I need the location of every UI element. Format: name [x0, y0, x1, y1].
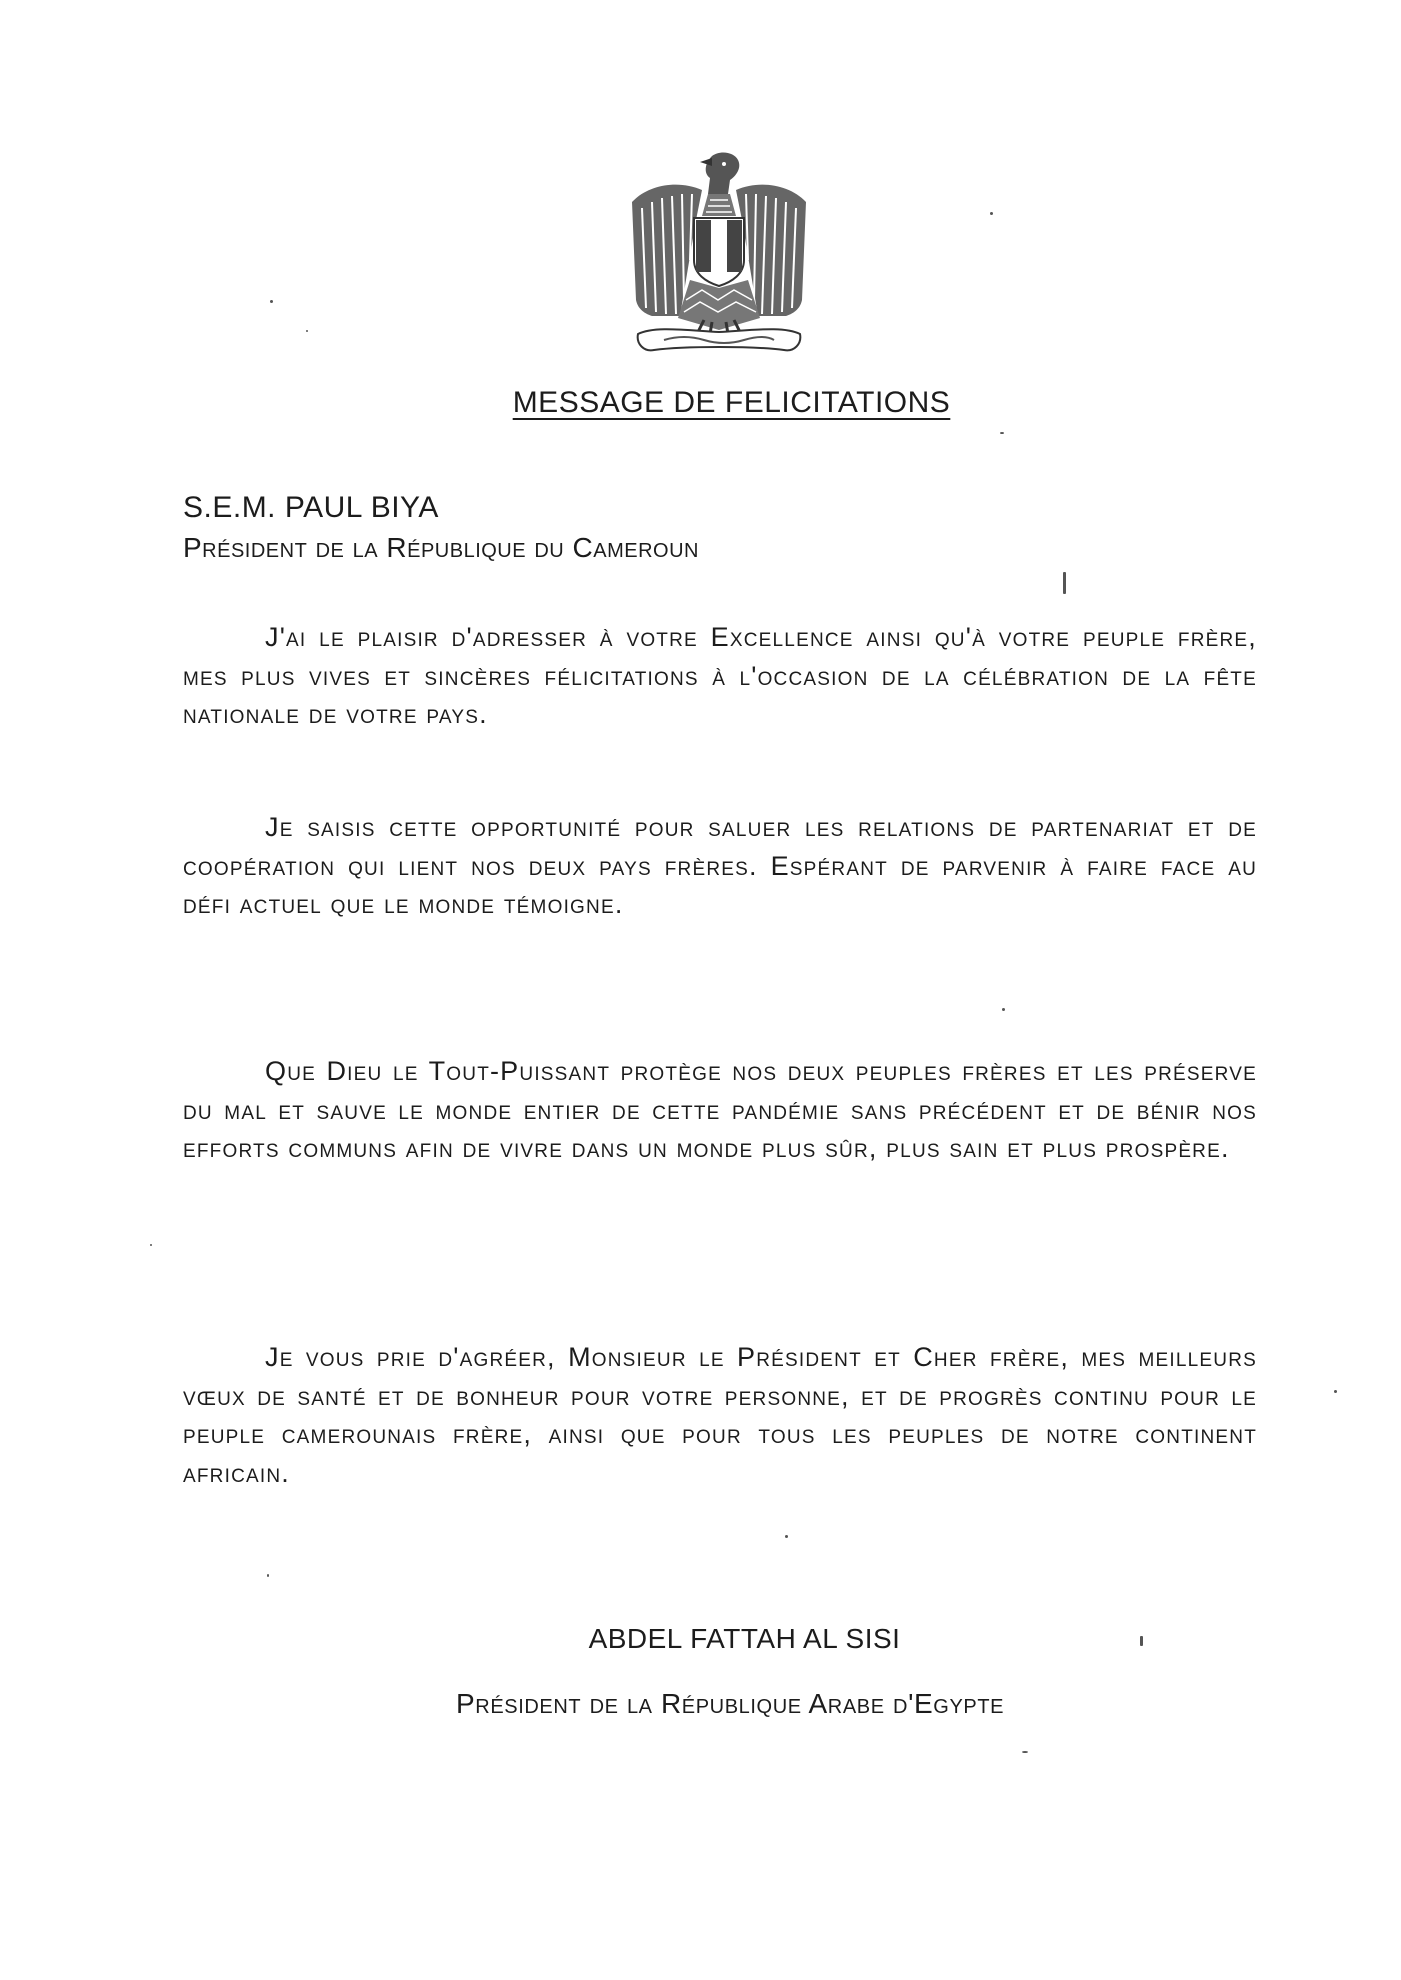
letter-title: MESSAGE DE FELICITATIONS — [512, 386, 951, 419]
body-paragraph: J'ai le plaisir d'adresser à votre Excellence ainsi qu'à votre peuple frère, mes plus vives et sincères félicitations à l'occasion de la célébration de la fête nationale de votre pays. — [183, 622, 1257, 729]
scan-speck — [270, 300, 273, 303]
scan-speck — [150, 1244, 152, 1246]
signatory-title: Président de la République Arabe d'Egypte — [456, 1688, 1005, 1719]
eagle-coat-of-arms-icon — [624, 150, 814, 360]
scan-speck — [1063, 572, 1066, 594]
recipient-title: Président de la République du Cameroun — [183, 532, 699, 563]
recipient-name: S.E.M. PAUL BIYA — [183, 491, 439, 524]
scan-speck — [990, 212, 993, 215]
scan-speck — [785, 1535, 788, 1538]
scan-speck — [1022, 1751, 1028, 1753]
signatory-name: ABDEL FATTAH AL SISI — [588, 1623, 901, 1654]
body-paragraph: Je vous prie d'agréer, Monsieur le Président et Cher frère, mes meilleurs vœux de santé et de bonheur pour votre personne, et de progrès continu pour le peuple camerounais frère, ainsi que pour tous les peuples de notre continent africain. — [183, 1342, 1257, 1488]
recipient-block — [183, 490, 699, 568]
scan-speck — [1000, 432, 1004, 434]
scan-speck — [1140, 1636, 1143, 1646]
body-paragraph: Que Dieu le Tout-Puissant protège nos deux peuples frères et les préserve du mal et sauve le monde entier de cette pandémie sans précédent et de bénir nos efforts communs afin de vivre dans un monde plus sûr, plus sain et plus prospère. — [183, 1056, 1257, 1163]
scan-speck — [306, 330, 308, 332]
scan-speck — [267, 1574, 269, 1577]
scan-speck — [1334, 1390, 1337, 1393]
body-paragraph: Je saisis cette opportunité pour saluer les relations de partenariat et de coopération qui lient nos deux pays frères. Espérant de parvenir à faire face au défi actuel que le monde témoigne. — [183, 812, 1257, 919]
scan-speck — [1002, 1008, 1005, 1011]
